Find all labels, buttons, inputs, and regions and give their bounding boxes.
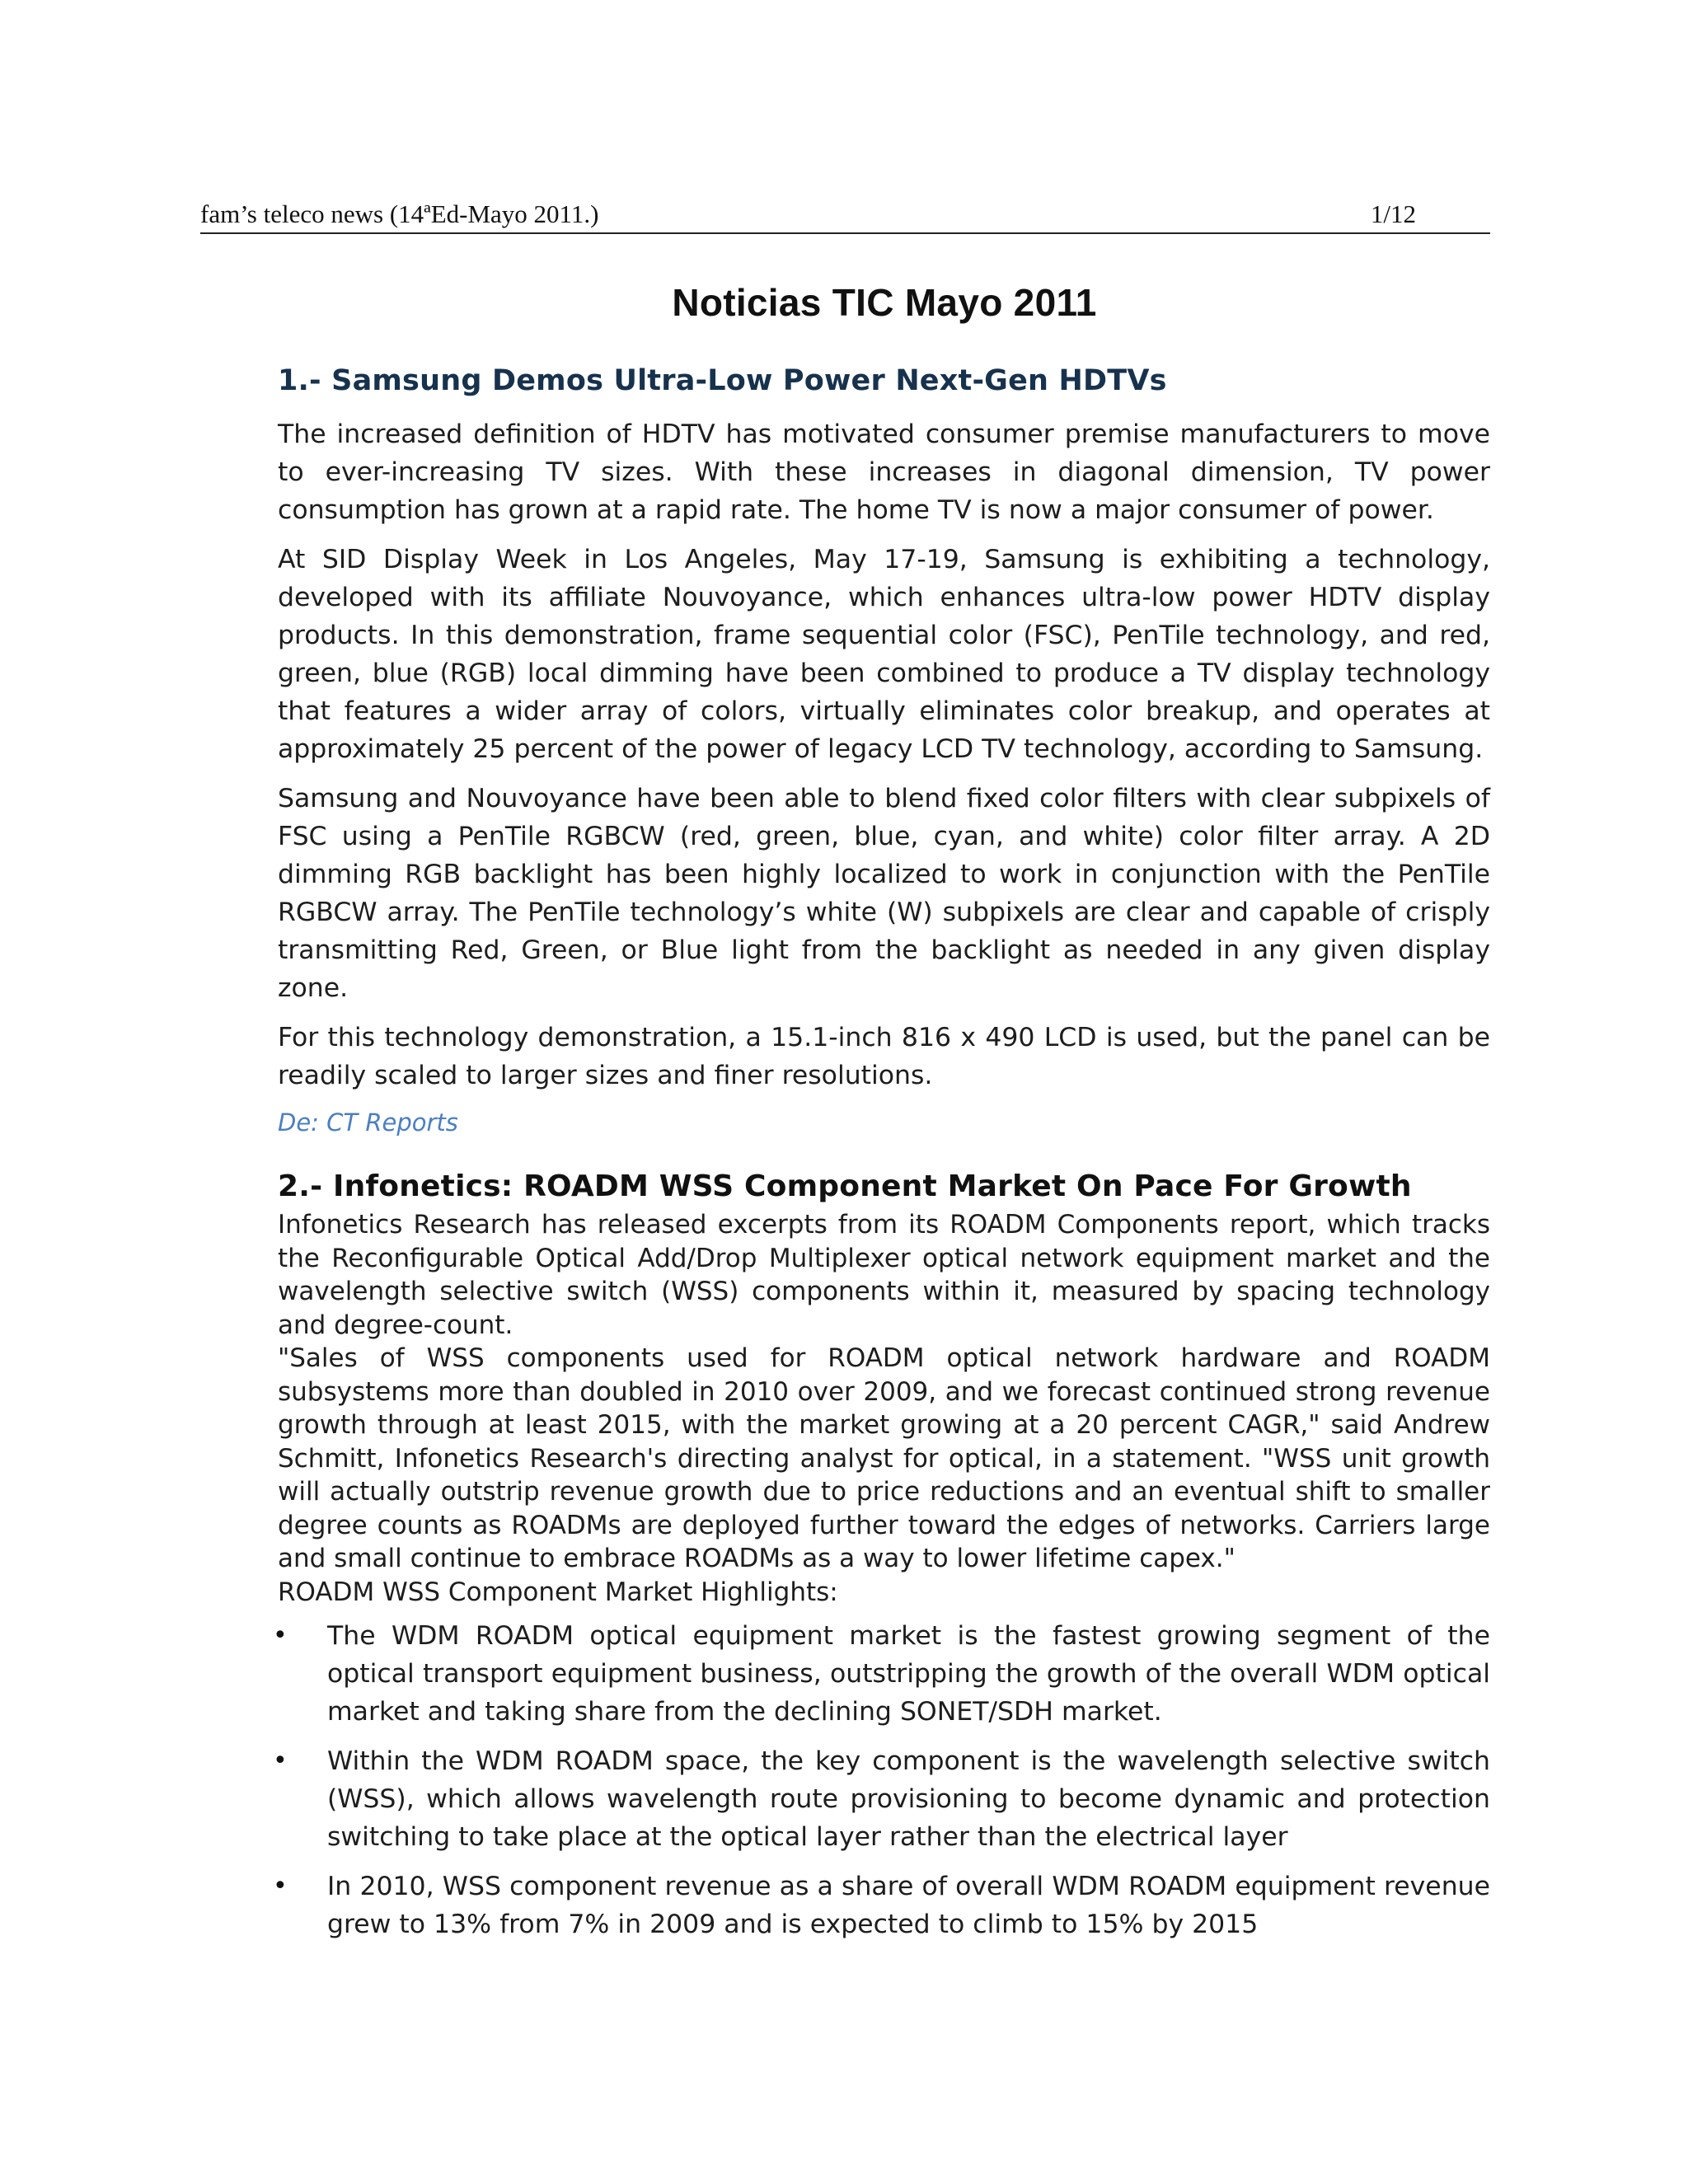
paragraph: At SID Display Week in Los Angeles, May 17-19, Samsung is exhibiting a technology, developed with its affiliate Nouvoyance, which enhances ultra-low power HDTV display products. In this demonstration, frame sequential color (FSC), PenTile technology, and red, green, blue (RGB) local dimming have been combined to produce a TV display technology that features a wider array of colors, virtually eliminates color breakup, and operates at approximately 25 percent of the power of legacy LCD TV technology, according to Samsung.: [278, 545, 1490, 764]
list-item-text: In 2010, WSS component revenue as a share of overall WDM ROADM equipment revenue grew to 13% from 7% in 2009 and is expected to climb to 15% by 2015: [327, 1872, 1490, 1939]
section-heading: 2.- Infonetics: ROADM WSS Component Market On Pace For Growth: [278, 1169, 1412, 1203]
document-title: Noticias TIC Mayo 2011: [672, 281, 1097, 324]
bullet-icon: •: [273, 1872, 288, 1900]
paragraph: For this technology demonstration, a 15.1-inch 816 x 490 LCD is used, but the panel can be readily scaled to larger sizes and finer resolutions.: [278, 1023, 1490, 1090]
list-intro: ROADM WSS Component Market Highlights:: [278, 1577, 838, 1607]
header-page-number: 1/12: [1370, 199, 1416, 228]
header-publication-title: fam’s teleco news (14ªEd-Mayo 2011.): [200, 199, 599, 228]
paragraph: Samsung and Nouvoyance have been able to blend fixed color filters with clear subpixels of FSC using a PenTile RGBCW (red, green, blue, cyan, and white) color filter array. A 2D dimming RGB backlight has been highly localized to work in conjunction with the PenTile RGBCW array. The PenTile technology’s white (W) subpixels are clear and capable of crisply transmitting Red, Green, or Blue light from the backlight as needed in any given display zone.: [278, 784, 1490, 1003]
highlights-list: [273, 1617, 1490, 1943]
list-item-text: Within the WDM ROADM space, the key component is the wavelength selective switch (WSS), which allows wavelength route provisioning to become dynamic and protection switching to take place at the optical layer rather than the electrical layer: [327, 1746, 1490, 1852]
running-header: [200, 198, 1490, 234]
article-section-2: [273, 1165, 1490, 1943]
paragraph: Infonetics Research has released excerpts from its ROADM Components report, which tracks the Reconfigurable Optical Add/Drop Multiplexer optical network equipment market and the wavelength selective switch (WSS) components within it, measured by spacing technology and degree-count.: [278, 1210, 1490, 1340]
list-item-text: The WDM ROADM optical equipment market is the fastest growing segment of the optical transport equipment business, outstripping the growth of the overall WDM optical market and taking share from the declining SONET/SDH market.: [327, 1621, 1490, 1727]
paragraph: The increased definition of HDTV has motivated consumer premise manufacturers to move to ever-increasing TV sizes. With these increases in diagonal dimension, TV power consumption has grown at a rapid rate. The home TV is now a major consumer of power.: [278, 419, 1490, 525]
article-content: [273, 358, 1490, 1955]
list-item: [273, 1742, 1490, 1856]
section-heading: 1.- Samsung Demos Ultra-Low Power Next-Gen HDTVs: [278, 364, 1167, 397]
source-attribution: De: CT Reports: [278, 1108, 458, 1137]
list-item: [273, 1868, 1490, 1943]
paragraph: "Sales of WSS components used for ROADM optical network hardware and ROADM subsystems more than doubled in 2010 over 2009, and we forecast continued strong revenue growth through at least 2015, with the market growing at a 20 percent CAGR," said Andrew Schmitt, Infonetics Research's directing analyst for optical, in a statement. "WSS unit growth will actually outstrip revenue growth due to price reductions and an eventual shift to smaller degree counts as ROADMs are deployed further toward the edges of networks. Carriers large and small continue to embrace ROADMs as a way to lower lifetime capex.": [278, 1343, 1490, 1573]
bullet-icon: •: [273, 1621, 288, 1650]
list-item: [273, 1617, 1490, 1731]
bullet-icon: •: [273, 1746, 288, 1775]
article-section-1: [278, 358, 1490, 1141]
